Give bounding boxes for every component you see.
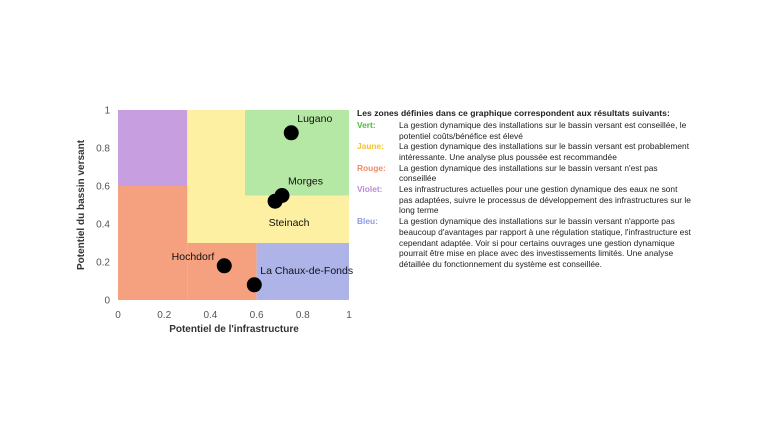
data-point xyxy=(217,258,232,273)
x-tick-label: 0.4 xyxy=(203,310,218,321)
legend-item xyxy=(357,141,692,162)
data-point xyxy=(247,277,262,292)
y-tick-label: 1 xyxy=(104,105,110,117)
point-label: Steinach xyxy=(268,217,310,230)
zone-chart xyxy=(0,0,356,440)
y-tick-label: 0.6 xyxy=(96,181,110,193)
legend-item xyxy=(357,163,692,184)
zone-violet xyxy=(118,110,187,186)
x-tick-label: 0 xyxy=(115,310,121,321)
legend-key: Vert: xyxy=(357,119,376,130)
legend-item xyxy=(357,120,692,141)
point-label: Morges xyxy=(288,175,324,188)
point-label: Lugano xyxy=(297,112,333,125)
legend-text: La gestion dynamique des installations sur le bassin versant n'apporte pas beaucoup d'avantages par rapport à une régulation statique, l'infrastructure est cependant adaptée. Voir si pour certains ouvrages une gestion dynamique pourrait être mise en place avec des investissements limités. Une analyse détaillée du fonctionnement du système est conseillée. xyxy=(399,216,691,269)
y-tick-label: 0.4 xyxy=(96,219,110,231)
legend-items xyxy=(357,120,692,270)
zone-legend xyxy=(357,108,692,270)
x-axis-ticks xyxy=(115,310,352,321)
legend-key: Bleu: xyxy=(357,216,378,227)
legend-text: Les infrastructures actuelles pour une gestion dynamique des eaux ne sont pas adaptées, suivre le processus de développement des infrastructures sur le long terme xyxy=(399,184,691,216)
y-axis-ticks xyxy=(96,106,110,307)
y-tick-label: 0.8 xyxy=(96,143,110,155)
legend-text: La gestion dynamique des installations sur le bassin versant n'est pas conseillée xyxy=(399,162,658,184)
zone-rouge xyxy=(118,186,187,300)
x-tick-label: 0.6 xyxy=(249,310,264,321)
point-label: La Chaux-de-Fonds xyxy=(260,264,354,277)
x-axis-label: Potentiel de l'infrastructure xyxy=(169,324,299,335)
y-axis-label: Potentiel du bassin versant xyxy=(76,139,87,271)
legend-key: Jaune: xyxy=(357,141,384,152)
x-tick-label: 0.8 xyxy=(295,310,310,321)
legend-item xyxy=(357,216,692,270)
legend-text: La gestion dynamique des installations sur le bassin versant est conseillée, le potentiel coûts/bénéfice est élevé xyxy=(399,119,687,141)
x-tick-label: 1 xyxy=(346,310,352,321)
legend-key: Rouge: xyxy=(357,162,386,173)
legend-title: Les zones définies dans ce graphique correspondent aux résultats suivants: xyxy=(357,108,670,118)
data-point xyxy=(268,194,283,209)
legend-text: La gestion dynamique des installations sur le bassin versant est probablement intéressante. Une analyse plus poussée est recommandée xyxy=(399,141,690,162)
legend-item xyxy=(357,184,692,216)
legend-key: Violet: xyxy=(357,184,383,195)
data-point xyxy=(284,125,299,140)
x-tick-label: 0.2 xyxy=(157,310,172,321)
y-tick-label: 0 xyxy=(104,295,110,307)
point-label: Hochdorf xyxy=(171,250,215,263)
y-tick-label: 0.2 xyxy=(96,257,110,269)
